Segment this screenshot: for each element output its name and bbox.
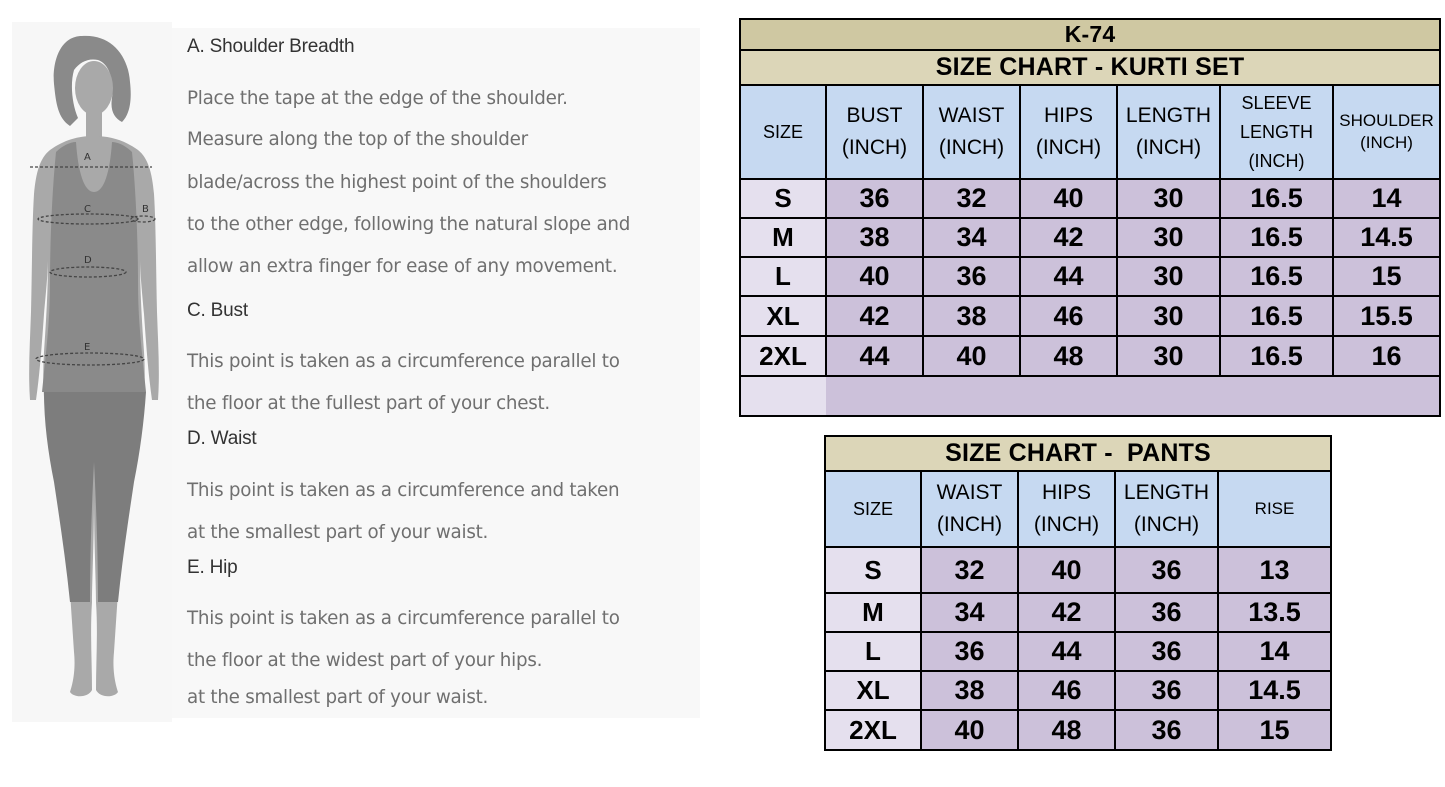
kurti-header-hips: HIPS (INCH) bbox=[1020, 85, 1117, 179]
value-cell: 44 bbox=[1018, 632, 1115, 671]
value-cell: 34 bbox=[921, 593, 1018, 632]
marker-b: B bbox=[142, 204, 149, 215]
value-cell: 30 bbox=[1117, 257, 1220, 296]
marker-e: E bbox=[84, 342, 91, 353]
value-cell: 46 bbox=[1018, 671, 1115, 710]
value-cell: 36 bbox=[1115, 671, 1218, 710]
empty-cell bbox=[826, 376, 1440, 416]
measurement-guide bbox=[172, 28, 700, 718]
value-cell: 13.5 bbox=[1218, 593, 1331, 632]
size-cell: XL bbox=[740, 296, 826, 336]
value-cell: 38 bbox=[826, 218, 923, 257]
kurti-header-shoulder: SHOULDER (INCH) bbox=[1333, 85, 1440, 179]
guide-line: Place the tape at the edge of the shoulder. bbox=[187, 88, 568, 109]
value-cell: 48 bbox=[1018, 710, 1115, 750]
marker-c: C bbox=[84, 204, 91, 215]
value-cell: 15 bbox=[1333, 257, 1440, 296]
value-cell: 16.5 bbox=[1220, 296, 1333, 336]
value-cell: 13 bbox=[1218, 547, 1331, 593]
table-row bbox=[825, 632, 1331, 671]
guide-line: at the smallest part of your waist. bbox=[187, 687, 489, 708]
size-cell: M bbox=[825, 593, 921, 632]
marker-d: D bbox=[84, 255, 92, 266]
guide-heading-shoulder: A. Shoulder Breadth bbox=[187, 36, 355, 57]
guide-line: This point is taken as a circumference and taken bbox=[187, 480, 620, 501]
pants-header-rise: RISE bbox=[1218, 471, 1331, 547]
size-cell: S bbox=[740, 179, 826, 218]
kurti-chart-title: SIZE CHART - KURTI SET bbox=[740, 50, 1440, 85]
value-cell: 36 bbox=[1115, 710, 1218, 750]
table-row bbox=[740, 296, 1440, 336]
value-cell: 14.5 bbox=[1218, 671, 1331, 710]
pants-header-size: SIZE bbox=[825, 471, 921, 547]
value-cell: 16.5 bbox=[1220, 218, 1333, 257]
value-cell: 16.5 bbox=[1220, 257, 1333, 296]
guide-line: the floor at the widest part of your hips. bbox=[187, 650, 543, 671]
guide-line: This point is taken as a circumference parallel to bbox=[187, 608, 620, 629]
kurti-header-sleeve-length: SLEEVE LENGTH (INCH) bbox=[1220, 85, 1333, 179]
kurti-header-bust: BUST (INCH) bbox=[826, 85, 923, 179]
value-cell: 40 bbox=[1020, 179, 1117, 218]
size-cell: 2XL bbox=[825, 710, 921, 750]
size-cell: L bbox=[740, 257, 826, 296]
empty-cell bbox=[740, 376, 826, 416]
value-cell: 14.5 bbox=[1333, 218, 1440, 257]
value-cell: 30 bbox=[1117, 296, 1220, 336]
value-cell: 36 bbox=[1115, 547, 1218, 593]
measurement-figure bbox=[12, 22, 172, 722]
value-cell: 36 bbox=[1115, 632, 1218, 671]
value-cell: 40 bbox=[826, 257, 923, 296]
size-cell: M bbox=[740, 218, 826, 257]
marker-a: A bbox=[84, 152, 91, 163]
table-row bbox=[825, 671, 1331, 710]
pants-header-waist: WAIST (INCH) bbox=[921, 471, 1018, 547]
table-row bbox=[825, 593, 1331, 632]
value-cell: 42 bbox=[826, 296, 923, 336]
value-cell: 40 bbox=[923, 336, 1020, 376]
value-cell: 36 bbox=[921, 632, 1018, 671]
value-cell: 42 bbox=[1018, 593, 1115, 632]
value-cell: 32 bbox=[921, 547, 1018, 593]
value-cell: 16.5 bbox=[1220, 179, 1333, 218]
value-cell: 15 bbox=[1218, 710, 1331, 750]
size-cell: L bbox=[825, 632, 921, 671]
value-cell: 48 bbox=[1020, 336, 1117, 376]
value-cell: 30 bbox=[1117, 336, 1220, 376]
pants-header-hips: HIPS (INCH) bbox=[1018, 471, 1115, 547]
value-cell: 32 bbox=[923, 179, 1020, 218]
guide-line: Measure along the top of the shoulder bbox=[187, 129, 528, 150]
table-row bbox=[740, 257, 1440, 296]
table-row bbox=[740, 218, 1440, 257]
guide-line: at the smallest part of your waist. bbox=[187, 522, 489, 543]
guide-heading-bust: C. Bust bbox=[187, 300, 248, 321]
value-cell: 36 bbox=[826, 179, 923, 218]
value-cell: 34 bbox=[923, 218, 1020, 257]
kurti-header-length: LENGTH (INCH) bbox=[1117, 85, 1220, 179]
value-cell: 42 bbox=[1020, 218, 1117, 257]
table-row bbox=[740, 179, 1440, 218]
guide-heading-waist: D. Waist bbox=[187, 428, 257, 449]
guide-line: to the other edge, following the natural slope and bbox=[187, 214, 631, 235]
guide-line: This point is taken as a circumference parallel to bbox=[187, 351, 620, 372]
value-cell: 44 bbox=[1020, 257, 1117, 296]
value-cell: 30 bbox=[1117, 179, 1220, 218]
kurti-header-waist: WAIST (INCH) bbox=[923, 85, 1020, 179]
pants-chart-title: SIZE CHART - PANTS bbox=[825, 436, 1331, 471]
pants-header-length: LENGTH (INCH) bbox=[1115, 471, 1218, 547]
value-cell: 14 bbox=[1218, 632, 1331, 671]
table-row bbox=[825, 547, 1331, 593]
pants-size-chart bbox=[824, 435, 1332, 751]
kurti-size-chart bbox=[739, 18, 1441, 417]
size-cell: 2XL bbox=[740, 336, 826, 376]
value-cell: 38 bbox=[921, 671, 1018, 710]
product-code: K-74 bbox=[740, 19, 1440, 50]
kurti-header-size: SIZE bbox=[740, 85, 826, 179]
value-cell: 16.5 bbox=[1220, 336, 1333, 376]
value-cell: 40 bbox=[1018, 547, 1115, 593]
value-cell: 38 bbox=[923, 296, 1020, 336]
value-cell: 36 bbox=[923, 257, 1020, 296]
guide-heading-hip: E. Hip bbox=[187, 557, 238, 578]
guide-line: allow an extra finger for ease of any movement. bbox=[187, 256, 618, 277]
value-cell: 30 bbox=[1117, 218, 1220, 257]
value-cell: 15.5 bbox=[1333, 296, 1440, 336]
value-cell: 16 bbox=[1333, 336, 1440, 376]
value-cell: 44 bbox=[826, 336, 923, 376]
value-cell: 36 bbox=[1115, 593, 1218, 632]
kurti-empty-row bbox=[740, 376, 1440, 416]
value-cell: 14 bbox=[1333, 179, 1440, 218]
table-row bbox=[740, 336, 1440, 376]
table-row bbox=[825, 710, 1331, 750]
value-cell: 40 bbox=[921, 710, 1018, 750]
size-cell: XL bbox=[825, 671, 921, 710]
guide-line: blade/across the highest point of the shoulders bbox=[187, 172, 607, 193]
value-cell: 46 bbox=[1020, 296, 1117, 336]
guide-line: the floor at the fullest part of your chest. bbox=[187, 393, 550, 414]
body-silhouette-icon bbox=[12, 22, 172, 722]
size-cell: S bbox=[825, 547, 921, 593]
